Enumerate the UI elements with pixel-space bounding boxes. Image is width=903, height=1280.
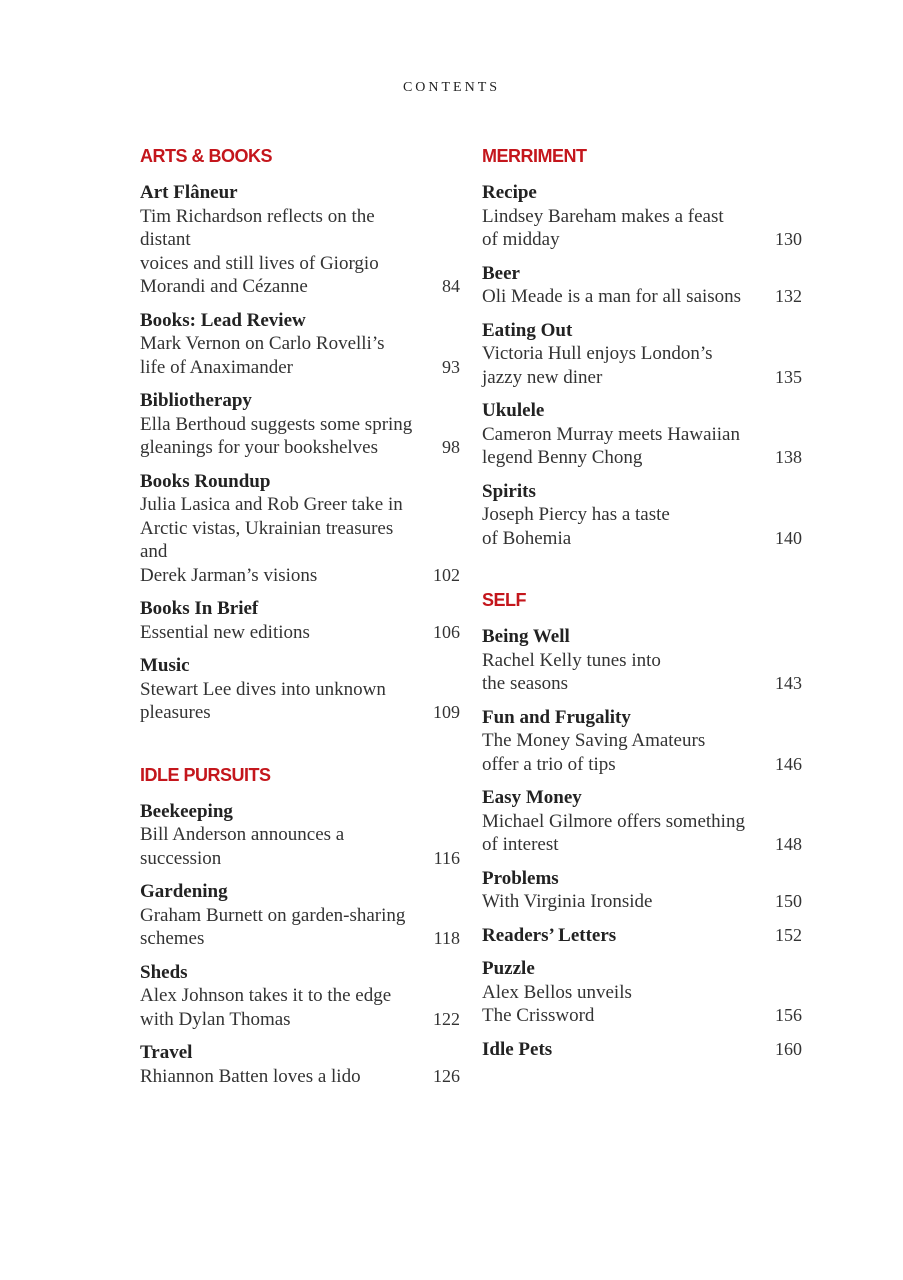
entry-description <box>140 1065 460 1089</box>
section-title: MERRIMENT <box>482 146 587 166</box>
toc-entry-puzzle[interactable] <box>482 957 802 1028</box>
entry-title: Ukulele <box>482 400 545 421</box>
entry-title: Problems <box>482 867 559 889</box>
description-line: Cameron Murray meets Hawaiian <box>482 423 740 445</box>
page-number: 160 <box>775 1038 802 1059</box>
toc-entry-recipe[interactable] <box>482 181 802 252</box>
description-line: Graham Burnett on garden-sharing <box>140 904 406 926</box>
description-line: pleasures <box>140 702 211 723</box>
description-line: Bill Anderson announces a <box>140 824 345 845</box>
entry-description <box>140 621 460 645</box>
right-column <box>482 144 802 1099</box>
page-number: 143 <box>775 673 802 693</box>
description-line: Alex Johnson takes it to the edge <box>140 985 392 1006</box>
entry-title: Sheds <box>140 961 188 983</box>
entry-title: Travel <box>140 1042 193 1063</box>
description-line: Rachel Kelly tunes into <box>482 649 661 671</box>
description-line: Essential new editions <box>140 621 310 643</box>
description-line: Derek Jarman’s visions <box>140 564 318 586</box>
entry-description <box>482 285 802 309</box>
page-title: CONTENTS <box>402 80 501 95</box>
entry-title: Beekeeping <box>140 800 233 822</box>
page-number: 93 <box>442 356 460 377</box>
entry-title: Spirits <box>482 480 536 502</box>
entry-description <box>482 810 802 857</box>
description-line: With Virginia Ironside <box>482 891 653 912</box>
entry-description <box>482 342 802 389</box>
toc-entry-sheds[interactable] <box>140 961 460 1032</box>
description-line: Julia Lasica and Rob Greer take in <box>140 494 403 515</box>
toc-entry-problems[interactable] <box>482 867 802 914</box>
page-number: 106 <box>433 621 460 642</box>
toc-entry-being-well[interactable] <box>482 625 802 696</box>
toc-entry-easy-money[interactable] <box>482 786 802 857</box>
description-line: Stewart Lee dives into unknown <box>140 678 386 700</box>
entry-description <box>482 205 802 252</box>
left-column <box>140 144 460 1126</box>
page-number: 116 <box>433 847 460 868</box>
description-line: life of Anaximander <box>140 356 294 378</box>
description-line: Michael Gilmore offers something <box>482 810 745 832</box>
entry-description <box>482 729 802 776</box>
entry-title: Being Well <box>482 626 570 647</box>
page-number: 130 <box>775 229 802 249</box>
entry-description <box>140 413 460 460</box>
description-line: The Crissword <box>482 1005 595 1026</box>
toc-entry-bibliotherapy[interactable] <box>140 389 460 460</box>
page-number: 152 <box>775 924 802 945</box>
description-line: Joseph Piercy has a taste <box>482 504 670 525</box>
description-line: of interest <box>482 834 559 855</box>
section-self <box>482 588 802 1061</box>
toc-entry-music[interactable] <box>140 654 460 725</box>
entry-description <box>482 423 802 470</box>
entry-title: Books In Brief <box>140 598 259 619</box>
page-number: 156 <box>775 1005 802 1025</box>
entry-title: Art Flâneur <box>140 182 238 203</box>
description-line: Ella Berthoud suggests some spring <box>140 413 413 435</box>
page-number: 118 <box>433 928 460 948</box>
description-line: of midday <box>482 229 560 250</box>
page-number: 150 <box>775 891 802 911</box>
page-number: 109 <box>433 702 460 722</box>
entry-title: Books Roundup <box>140 470 271 492</box>
entry-description <box>140 823 460 870</box>
toc-entry-art-fl-neur[interactable] <box>140 181 460 299</box>
entry-title: Readers’ Letters <box>482 924 617 946</box>
entry-description <box>140 493 460 587</box>
page-number: 140 <box>775 527 802 548</box>
page-number: 138 <box>775 447 802 467</box>
entry-title: Fun and Frugality <box>482 706 631 728</box>
toc-entry-fun-and-frugality[interactable] <box>482 706 802 777</box>
description-line: Rhiannon Batten loves a lido <box>140 1065 361 1087</box>
description-line: Oli Meade is a man for all saisons <box>482 286 742 307</box>
description-line: schemes <box>140 928 205 949</box>
entry-title: Bibliotherapy <box>140 390 252 411</box>
description-line: The Money Saving Amateurs <box>482 730 706 751</box>
description-line: with Dylan Thomas <box>140 1008 291 1030</box>
toc-entry-ukulele[interactable] <box>482 399 802 470</box>
entry-title: Books: Lead Review <box>140 309 306 331</box>
toc-entry-books-roundup[interactable] <box>140 470 460 588</box>
toc-entry-spirits[interactable] <box>482 480 802 551</box>
description-line: Lindsey Bareham makes a feast <box>482 205 724 227</box>
description-line: voices and still lives of Giorgio <box>140 252 379 274</box>
entry-description <box>482 981 802 1028</box>
section-merriment <box>482 144 802 550</box>
toc-entry-beekeeping[interactable] <box>140 800 460 871</box>
toc-entry-idle-pets[interactable] <box>482 1038 802 1062</box>
toc-entry-beer[interactable] <box>482 262 802 309</box>
entry-title: Eating Out <box>482 319 573 341</box>
section-title: IDLE PURSUITS <box>140 764 271 785</box>
entry-description <box>482 649 802 696</box>
section-idle-pursuits <box>140 763 460 1089</box>
entry-description <box>482 890 802 914</box>
page-number: 126 <box>433 1065 460 1086</box>
description-line: succession <box>140 847 222 869</box>
description-line: the seasons <box>482 673 569 694</box>
description-line: Mark Vernon on Carlo Rovelli’s <box>140 333 385 354</box>
description-line: Morandi and Cézanne <box>140 276 308 297</box>
toc-entry-books-in-brief[interactable] <box>140 597 460 644</box>
entry-description <box>140 205 460 299</box>
entry-title: Recipe <box>482 182 537 203</box>
page-number: 84 <box>442 276 460 296</box>
toc-entry-books-lead-review[interactable] <box>140 309 460 380</box>
description-line: gleanings for your bookshelves <box>140 437 378 458</box>
section-arts-books <box>140 144 460 725</box>
entry-description <box>482 503 802 550</box>
entry-title: Puzzle <box>482 958 535 979</box>
page-number: 98 <box>442 437 460 457</box>
entry-title: Beer <box>482 262 520 284</box>
description-line: Arctic vistas, Ukrainian treasures and <box>140 517 394 562</box>
description-line: legend Benny Chong <box>482 447 643 468</box>
entry-description <box>140 984 460 1031</box>
entry-description <box>140 904 460 951</box>
page-number: 132 <box>775 286 802 306</box>
toc-entry-readers-letters[interactable] <box>482 924 802 948</box>
entry-description <box>140 678 460 725</box>
description-line: Victoria Hull enjoys London’s <box>482 343 713 364</box>
description-line: of Bohemia <box>482 527 572 549</box>
toc-entry-travel[interactable] <box>140 1041 460 1088</box>
page-number: 148 <box>775 834 802 854</box>
entry-title: Gardening <box>140 881 228 902</box>
section-title: ARTS & BOOKS <box>140 146 273 166</box>
page-number: 135 <box>775 366 802 387</box>
description-line: offer a trio of tips <box>482 753 616 775</box>
entry-title: Music <box>140 655 190 676</box>
section-title: SELF <box>482 590 527 610</box>
toc-entry-gardening[interactable] <box>140 880 460 951</box>
page-number: 146 <box>775 753 802 774</box>
description-line: jazzy new diner <box>482 366 603 388</box>
page-number: 122 <box>433 1008 460 1029</box>
entry-description <box>140 332 460 379</box>
toc-entry-eating-out[interactable] <box>482 319 802 390</box>
page-number: 102 <box>433 564 460 585</box>
description-line: Tim Richardson reflects on the distant <box>140 205 375 250</box>
entry-title: Easy Money <box>482 787 582 808</box>
entry-title: Idle Pets <box>482 1038 553 1060</box>
description-line: Alex Bellos unveils <box>482 981 632 1003</box>
